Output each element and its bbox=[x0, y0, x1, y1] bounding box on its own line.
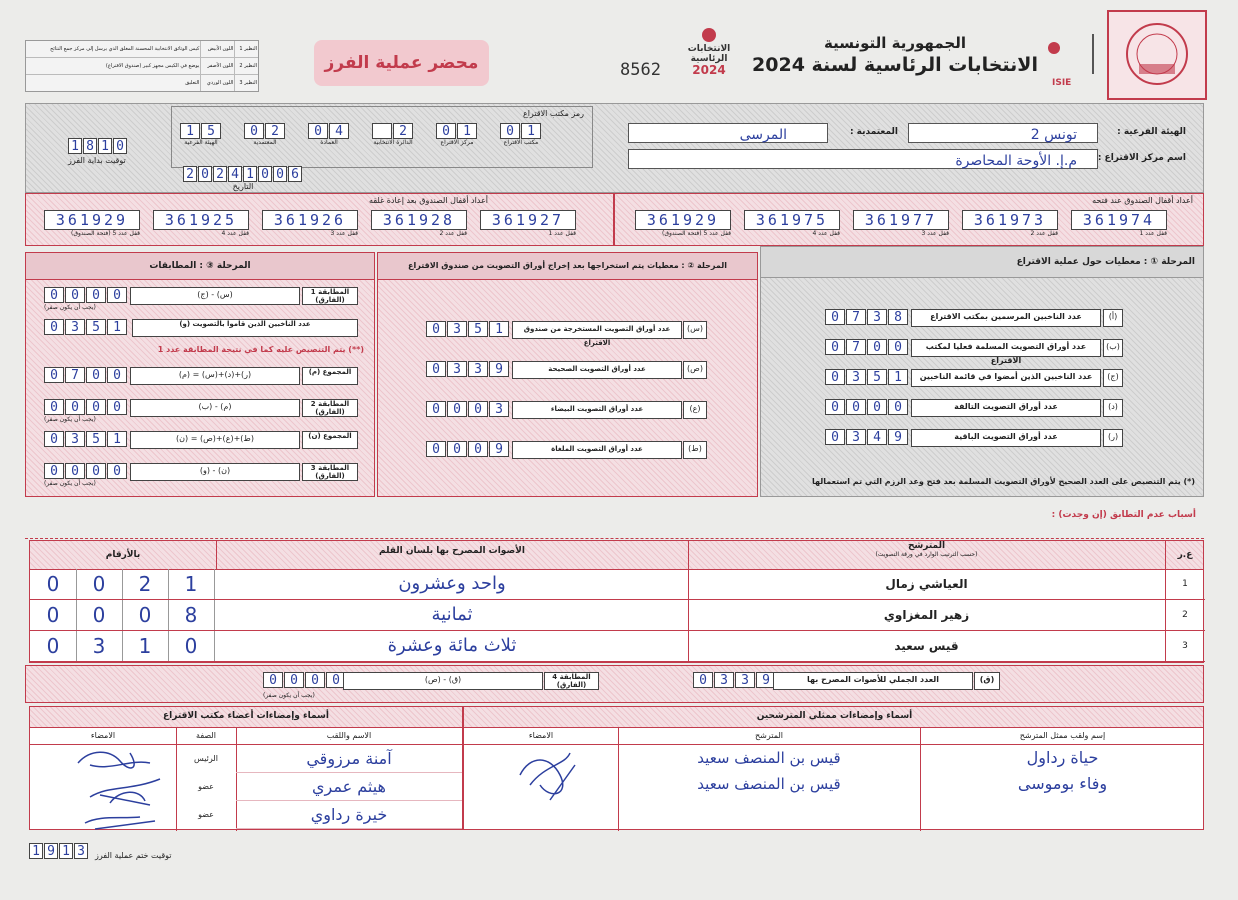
digit-box[interactable]: 3 bbox=[74, 843, 88, 859]
republic-title: الجمهورية التونسية bbox=[824, 34, 966, 52]
signatures-section: أسماء وإمضاءات أعضاء مكتب الاقتراع أسماء وإمضاءات ممثلي المترشحين الامضاء الصفة الاسم واللقب الامضاء المترشح إسم ولقب ممثل المترشح آمنة مرزوقي الرئيس هيثم عمري عضو خيرة رداوي عضو حياة رداول قيس بن المنصف سعيد وفاء بوموسى قيس بن المنصف سعيد bbox=[29, 706, 1204, 830]
digit-box[interactable]: 0 bbox=[825, 369, 845, 385]
stage1-value[interactable] bbox=[825, 309, 909, 325]
digit-box[interactable]: 0 bbox=[500, 123, 520, 139]
digit-box[interactable]: 0 bbox=[107, 287, 127, 303]
digit-box[interactable]: 0 bbox=[44, 319, 64, 335]
form-title-badge bbox=[314, 40, 489, 86]
member-role: عضو bbox=[198, 810, 214, 819]
candidate-row bbox=[30, 631, 1205, 662]
digit-box[interactable]: 0 bbox=[65, 399, 85, 415]
digit-box[interactable]: 4 bbox=[867, 429, 887, 445]
digit-box[interactable]: 9 bbox=[756, 672, 776, 688]
member-role: عضو bbox=[198, 782, 214, 791]
digit-box[interactable]: 0 bbox=[86, 287, 106, 303]
digit-box[interactable]: 1 bbox=[457, 123, 477, 139]
digit-box[interactable]: 1 bbox=[107, 431, 127, 447]
locks-after-section: أعداد أقفال الصندوق بعد إعادة غلقه 361929 قفل عدد 5 (فتحة الصندوق) 361925 قفل عدد 4 361926 قفل عدد 3 361928 قفل عدد 2 361927 قفل عدد 1 bbox=[25, 193, 614, 246]
digit-box[interactable]: 3 bbox=[489, 401, 509, 417]
isie-logo: ISIE bbox=[1048, 30, 1094, 92]
stage1-row: 0 7 3 8 عدد الناخبين المرسمين بمكتب الاقتراع (أ) bbox=[825, 307, 1125, 327]
digit-box[interactable]: 0 bbox=[447, 401, 467, 417]
lock-field[interactable]: 361977 قفل عدد 3 bbox=[853, 210, 949, 237]
date-field[interactable]: 2 0 2 4 1 0 0 6 التاريخ bbox=[183, 166, 303, 191]
digit-box[interactable]: 9 bbox=[489, 441, 509, 457]
digit-box[interactable]: 3 bbox=[468, 361, 488, 377]
locks-before-section: أعداد أقفال الصندوق عند فتحه 361929 قفل عدد 5 (فتحة الصندوق) 361975 قفل عدد 4 361977 قفل عدد 3 361973 قفل عدد 2 361974 قفل عدد 1 bbox=[614, 193, 1204, 246]
code-field[interactable]: 0 4 العمادة bbox=[308, 123, 350, 146]
digit-box[interactable]: 0 bbox=[825, 429, 845, 445]
vote-digit[interactable]: 8 bbox=[168, 600, 215, 630]
stage3-value[interactable] bbox=[44, 319, 128, 335]
stage1-value[interactable] bbox=[825, 429, 909, 445]
lock-field[interactable]: 361974 قفل عدد 1 bbox=[1071, 210, 1167, 237]
digit-box[interactable]: 3 bbox=[846, 429, 866, 445]
digit-box[interactable]: 0 bbox=[426, 401, 446, 417]
vote-digit[interactable]: 0 bbox=[76, 569, 123, 599]
digit-box[interactable]: 1 bbox=[59, 843, 73, 859]
digit-box[interactable]: 0 bbox=[888, 339, 908, 355]
stage3-row: 0 7 0 0 (م) = (س)+(د)+(ر) المجموع (م) bbox=[44, 365, 364, 387]
digit-box[interactable]: 3 bbox=[867, 309, 887, 325]
digit-box[interactable]: 0 bbox=[825, 309, 845, 325]
stamp-seal-icon bbox=[1109, 12, 1205, 98]
totals-section: 0 3 3 9 العدد الجملي للأصوات المصرح بها (ق) 0 0 0 0 (يجب أن يكون صفر) (ص) - (ق) المطابقة 4 (الفارق) bbox=[25, 665, 1204, 703]
digit-box[interactable]: 0 bbox=[888, 399, 908, 415]
vote-digit[interactable]: 0 bbox=[30, 631, 77, 661]
stage3-row: 0 0 0 0 (يجب أن يكون صفر) (ب) - (م) المطابقة 2 (الفارق) bbox=[44, 397, 364, 419]
stage1-value[interactable] bbox=[825, 369, 909, 385]
stage1-title: المرحلة ① : معطيات حول عملية الاقتراع bbox=[761, 247, 1203, 278]
serial-number: 8562 bbox=[620, 60, 661, 80]
lock-field[interactable]: 361929 قفل عدد 5 (فتحة الصندوق) bbox=[635, 210, 731, 237]
digit-box[interactable]: 0 bbox=[107, 367, 127, 383]
digit-box[interactable]: 0 bbox=[107, 399, 127, 415]
stage1-row: 0 3 5 1 عدد الناخبين الذين أمضوا في قائمة الناخبين (ج) bbox=[825, 367, 1125, 387]
digit-box[interactable]: 7 bbox=[846, 339, 866, 355]
digit-box[interactable]: 0 bbox=[273, 166, 287, 182]
stage2-value[interactable] bbox=[426, 361, 510, 377]
rep-signature bbox=[510, 745, 590, 815]
stage3-title: المرحلة ③ : المطابقات bbox=[26, 253, 374, 280]
candidate-name: زهير المغزاوي bbox=[688, 600, 1166, 630]
form-title: محضر عملية الفرز bbox=[324, 53, 479, 73]
digit-box[interactable]: 1 bbox=[521, 123, 541, 139]
stage2-row: 0 0 0 9 عدد أوراق التصويت الملغاة (ط) bbox=[426, 439, 716, 459]
lock-field[interactable]: 361926 قفل عدد 3 bbox=[262, 210, 358, 237]
office-signatures bbox=[70, 745, 180, 831]
code-fields bbox=[180, 123, 542, 146]
representative-name[interactable]: حياة رداول bbox=[1026, 748, 1099, 767]
stage2-value[interactable] bbox=[426, 441, 510, 457]
stage2-title: المرحلة ② : معطيات يتم استخراجها بعد إخراج أوراق التصويت من صندوق الاقتراع bbox=[378, 253, 757, 280]
copies-table: النظير 1 اللون الأبيض كيس الوثائق الانتخابية المحسنة المغلق الذي يرسل إلى مركز جمع النتائج النظير 2 اللون الأصفر يوضع في الكيس مجهز كبير (صندوق الاقتراع) النظير 3 اللون الوردي التعليق bbox=[25, 40, 259, 92]
digit-box[interactable]: 0 bbox=[198, 166, 212, 182]
digit-box[interactable]: 0 bbox=[825, 339, 845, 355]
digit-box[interactable]: 2 bbox=[393, 123, 413, 139]
tunisia-flag-icon bbox=[1048, 42, 1060, 54]
digit-box[interactable]: 0 bbox=[258, 166, 272, 182]
vote-digit[interactable]: 2 bbox=[122, 569, 169, 599]
stage2-value[interactable] bbox=[426, 321, 510, 337]
digit-box[interactable]: 1 bbox=[68, 138, 82, 154]
header-titles bbox=[745, 34, 1045, 76]
digit-box[interactable]: 5 bbox=[468, 321, 488, 337]
code-field[interactable]: 0 2 المعتمدية bbox=[244, 123, 286, 146]
stage3-value[interactable] bbox=[44, 399, 128, 415]
code-field[interactable]: 0 1 مركز الاقتراع bbox=[436, 123, 478, 146]
digit-box[interactable]: 3 bbox=[65, 319, 85, 335]
election-logo: الانتخابات الرئاسية 2024 bbox=[683, 28, 735, 92]
vote-digit[interactable]: 0 bbox=[30, 600, 77, 630]
code-field[interactable]: 0 1 مكتب الاقتراع bbox=[500, 123, 542, 146]
digit-box[interactable]: 0 bbox=[244, 123, 264, 139]
lock-field[interactable]: 361928 قفل عدد 2 bbox=[371, 210, 467, 237]
digit-box[interactable]: 2 bbox=[183, 166, 197, 182]
digit-box[interactable]: 0 bbox=[867, 339, 887, 355]
digit-box[interactable]: 0 bbox=[44, 367, 64, 383]
digit-box[interactable]: 0 bbox=[447, 441, 467, 457]
digit-box[interactable]: 3 bbox=[735, 672, 755, 688]
member-name[interactable]: هيثم عمري bbox=[236, 773, 462, 801]
lock-field[interactable]: 361929 قفل عدد 5 (فتحة الصندوق) bbox=[44, 210, 140, 237]
stage1-row: 0 0 0 0 عدد أوراق التصويت التالفة (د) bbox=[825, 397, 1125, 417]
digit-box[interactable]: 7 bbox=[65, 367, 85, 383]
digit-box[interactable]: 0 bbox=[326, 672, 346, 688]
digit-box[interactable]: 3 bbox=[714, 672, 734, 688]
digit-box[interactable]: 3 bbox=[65, 431, 85, 447]
digit-box[interactable]: 3 bbox=[846, 369, 866, 385]
stage3-value[interactable] bbox=[44, 463, 128, 479]
election-title: الانتخابات الرئاسية لسنة 2024 bbox=[752, 54, 1038, 76]
digit-box[interactable]: 0 bbox=[426, 441, 446, 457]
vote-digit[interactable]: 0 bbox=[122, 600, 169, 630]
digit-box[interactable]: 4 bbox=[228, 166, 242, 182]
digit-box[interactable]: 0 bbox=[308, 123, 328, 139]
digit-box[interactable]: 8 bbox=[83, 138, 97, 154]
represented-candidate[interactable]: قيس بن المنصف سعيد bbox=[697, 749, 841, 767]
digit-box[interactable]: 0 bbox=[107, 463, 127, 479]
digit-box[interactable]: 3 bbox=[447, 321, 467, 337]
lock-field[interactable]: 361925 قفل عدد 4 bbox=[153, 210, 249, 237]
delegation-field[interactable]: المرسى bbox=[628, 123, 828, 143]
digit-box[interactable]: 0 bbox=[86, 399, 106, 415]
digit-box[interactable]: 0 bbox=[426, 321, 446, 337]
match4-field[interactable] bbox=[263, 672, 347, 688]
mismatch-reasons[interactable]: أسباب عدم التطابق (إن وجدت) : bbox=[25, 500, 1204, 539]
digit-box[interactable]: 9 bbox=[888, 429, 908, 445]
digit-box[interactable]: 0 bbox=[825, 399, 845, 415]
lock-field[interactable]: 361973 قفل عدد 2 bbox=[962, 210, 1058, 237]
end-time-field[interactable]: 1 9 1 3 توقيت ختم عملية الفرز bbox=[29, 843, 172, 864]
digit-box[interactable]: 1 bbox=[888, 369, 908, 385]
digit-box[interactable]: 4 bbox=[329, 123, 349, 139]
candidate-row bbox=[30, 569, 1205, 600]
digit-box[interactable]: 0 bbox=[86, 463, 106, 479]
center-row: اسم مركز الاقتراع : م.إ. الأوحة المحاصرة bbox=[628, 147, 1198, 169]
stage1-row: 0 3 4 9 عدد أوراق التصويت الباقية (ر) bbox=[825, 427, 1125, 447]
center-field[interactable]: م.إ. الأوحة المحاصرة bbox=[628, 149, 1098, 169]
digit-box[interactable]: 2 bbox=[265, 123, 285, 139]
member-name[interactable]: آمنة مرزوقي bbox=[236, 745, 462, 773]
digit-box[interactable]: 0 bbox=[846, 399, 866, 415]
candidate-number: 2 bbox=[1182, 610, 1188, 620]
stage3-section: المرحلة ③ : المطابقات 0 0 0 0 (يجب أن يكون صفر) (ج) - (س) المطابقة 1 (الفارق) 0 3 5 1 عدد الناخبين الذين قاموا بالتصويت (و) 0 7 0 0 (م) = (س)+(د)+(ر) المجموع (م) 0 0 0 0 (يجب أن يكون صفر) (ب) - (م) المطابقة 2 (الفارق) 0 3 5 1 (ن) = (ص)+(ع)+(ط) المجموع (ن) 0 0 0 0 (يجب أن يكون صفر) (و) - (ن) المطابقة 3 (الفارق) (**) يتم التنصيص عليه كما في نتيجة المطابقة عدد 1 bbox=[25, 252, 375, 497]
stage3-row: 0 3 5 1 (ن) = (ص)+(ع)+(ط) المجموع (ن) bbox=[44, 429, 364, 451]
start-time-field[interactable]: 1 8 1 0 توقيت بداية الفرز bbox=[68, 139, 126, 165]
digit-box[interactable]: 3 bbox=[447, 361, 467, 377]
digit-box[interactable]: 0 bbox=[305, 672, 325, 688]
stage3-value[interactable] bbox=[44, 431, 128, 447]
digit-box[interactable]: 1 bbox=[243, 166, 257, 182]
digit-box[interactable]: 6 bbox=[288, 166, 302, 182]
total-votes-field[interactable] bbox=[693, 672, 777, 688]
candidates-table: بالأرقام الأصوات المصرح بها بلسان القلم المترشح (حسب الترتيب الوارد في ورقة التصويت) ع.ر 0 0 2 1 واحد وعشرون العياشي زمال 1 0 0 0 8 ثمانية زهير المغزاوي 2 0 3 1 0 ثلاث مائة وعشرة قيس سعيد 3 bbox=[29, 540, 1204, 663]
digit-box[interactable]: 0 bbox=[284, 672, 304, 688]
lock-field[interactable]: 361975 قفل عدد 4 bbox=[744, 210, 840, 237]
votes-in-words[interactable]: ثلاث مائة وعشرة bbox=[216, 631, 689, 661]
code-field[interactable]: 1 5 الهيئة الفرعية bbox=[180, 123, 222, 146]
vote-digit[interactable]: 3 bbox=[76, 631, 123, 661]
digit-box[interactable]: 1 bbox=[107, 319, 127, 335]
digit-box[interactable]: 5 bbox=[867, 369, 887, 385]
votes-in-words[interactable]: ثمانية bbox=[216, 600, 689, 630]
represented-candidate[interactable]: قيس بن المنصف سعيد bbox=[697, 775, 841, 793]
digit-box[interactable]: 0 bbox=[468, 441, 488, 457]
digit-box[interactable]: 0 bbox=[44, 463, 64, 479]
digit-box[interactable]: 0 bbox=[86, 367, 106, 383]
digit-box[interactable]: 1 bbox=[180, 123, 200, 139]
digit-box[interactable] bbox=[372, 123, 392, 139]
candidate-number: 1 bbox=[1182, 579, 1188, 589]
digit-box[interactable]: 0 bbox=[436, 123, 456, 139]
polling-code-box: رمز مكتب الاقتراع 1 5 الهيئة الفرعية 0 2 المعتمدية 0 4 العمادة 2 الدائرة الانتخابية 0 1 مركز الاقتراع 0 1 مكتب الاقتراع bbox=[171, 106, 593, 168]
digit-box[interactable]: 0 bbox=[44, 287, 64, 303]
regional-field[interactable]: تونس 2 bbox=[908, 123, 1098, 143]
candidate-name: العياشي زمال bbox=[688, 569, 1166, 599]
stage3-row: 0 0 0 0 (يجب أن يكون صفر) (و) - (ن) المطابقة 3 (الفارق) bbox=[44, 461, 364, 483]
stage1-value[interactable] bbox=[825, 339, 909, 355]
digit-box[interactable]: 0 bbox=[263, 672, 283, 688]
digit-box[interactable]: 0 bbox=[65, 287, 85, 303]
representative-name[interactable]: وفاء بوموسى bbox=[1017, 774, 1108, 793]
digit-box[interactable]: 9 bbox=[44, 843, 58, 859]
stage2-row: 0 0 0 3 عدد أوراق التصويت البيضاء (ع) bbox=[426, 399, 716, 419]
digit-box[interactable]: 8 bbox=[888, 309, 908, 325]
vote-digit[interactable]: 1 bbox=[122, 631, 169, 661]
stage2-row: 0 3 3 9 عدد أوراق التصويت الصحيحة (ص) bbox=[426, 359, 716, 379]
vote-digit[interactable]: 1 bbox=[168, 569, 215, 599]
digit-box[interactable]: 0 bbox=[44, 431, 64, 447]
stage1-row: 0 7 0 0 عدد أوراق التصويت المسلمة فعليا لمكتب الاقتراع (ب) bbox=[825, 337, 1125, 357]
flag-icon bbox=[702, 28, 716, 42]
isie-stamp bbox=[1107, 10, 1207, 100]
regional-row: الهيئة الفرعية : تونس 2 المعتمدية : المرسى bbox=[628, 121, 1198, 143]
stage1-value[interactable] bbox=[825, 399, 909, 415]
digit-box[interactable]: 5 bbox=[201, 123, 221, 139]
code-field[interactable]: 2 الدائرة الانتخابية bbox=[373, 124, 413, 146]
digit-box[interactable]: 0 bbox=[693, 672, 713, 688]
digit-box[interactable]: 9 bbox=[489, 361, 509, 377]
stage1-section: المرحلة ① : معطيات حول عملية الاقتراع 0 7 3 8 عدد الناخبين المرسمين بمكتب الاقتراع (أ) 0 7 0 0 عدد أوراق التصويت المسلمة فعليا لمكتب الاقتراع (ب) 0 3 5 1 عدد الناخبين الذين أمضوا في قائمة الناخبين (ج) 0 0 0 0 عدد أوراق التصويت التالفة (د) 0 3 4 9 عدد أوراق التصويت الباقية (ر) (*) يتم التنصيص على العدد الصحيح لأوراق التصويت المسلمة بعد فتح وعد الرزم التي تم استعمالها bbox=[760, 246, 1204, 497]
digit-box[interactable]: 5 bbox=[86, 319, 106, 335]
digit-box[interactable]: 5 bbox=[86, 431, 106, 447]
candidate-name: قيس سعيد bbox=[688, 631, 1166, 661]
vote-digit[interactable]: 0 bbox=[30, 569, 77, 599]
candidate-row bbox=[30, 600, 1205, 631]
candidate-number: 3 bbox=[1182, 641, 1188, 651]
stage3-row: 0 0 0 0 (يجب أن يكون صفر) (ج) - (س) المطابقة 1 (الفارق) bbox=[44, 285, 364, 307]
stage3-value[interactable] bbox=[44, 367, 128, 383]
votes-in-words[interactable]: واحد وعشرون bbox=[216, 569, 689, 599]
member-name[interactable]: خيرة رداوي bbox=[236, 801, 462, 829]
digit-box[interactable]: 1 bbox=[29, 843, 43, 859]
lock-field[interactable]: 361927 قفل عدد 1 bbox=[480, 210, 576, 237]
member-role: الرئيس bbox=[194, 754, 218, 763]
vote-digit[interactable]: 0 bbox=[168, 631, 215, 661]
vote-digit[interactable]: 0 bbox=[76, 600, 123, 630]
digit-box[interactable]: 0 bbox=[867, 399, 887, 415]
digit-box[interactable]: 2 bbox=[213, 166, 227, 182]
digit-box[interactable]: 0 bbox=[44, 399, 64, 415]
digit-box[interactable]: 1 bbox=[98, 138, 112, 154]
stage3-row: 0 3 5 1 عدد الناخبين الذين قاموا بالتصويت (و) bbox=[44, 317, 364, 339]
digit-box[interactable]: 0 bbox=[65, 463, 85, 479]
digit-box[interactable]: 0 bbox=[468, 401, 488, 417]
stage3-value[interactable] bbox=[44, 287, 128, 303]
stage2-row: 0 3 5 1 عدد أوراق التصويت المستخرجة من صندوق الاقتراع (س) bbox=[426, 319, 716, 339]
digit-box[interactable]: 0 bbox=[426, 361, 446, 377]
digit-box[interactable]: 7 bbox=[846, 309, 866, 325]
digit-box[interactable]: 0 bbox=[113, 138, 127, 154]
digit-box[interactable]: 1 bbox=[489, 321, 509, 337]
stage2-value[interactable] bbox=[426, 401, 510, 417]
stage2-section bbox=[377, 252, 758, 497]
